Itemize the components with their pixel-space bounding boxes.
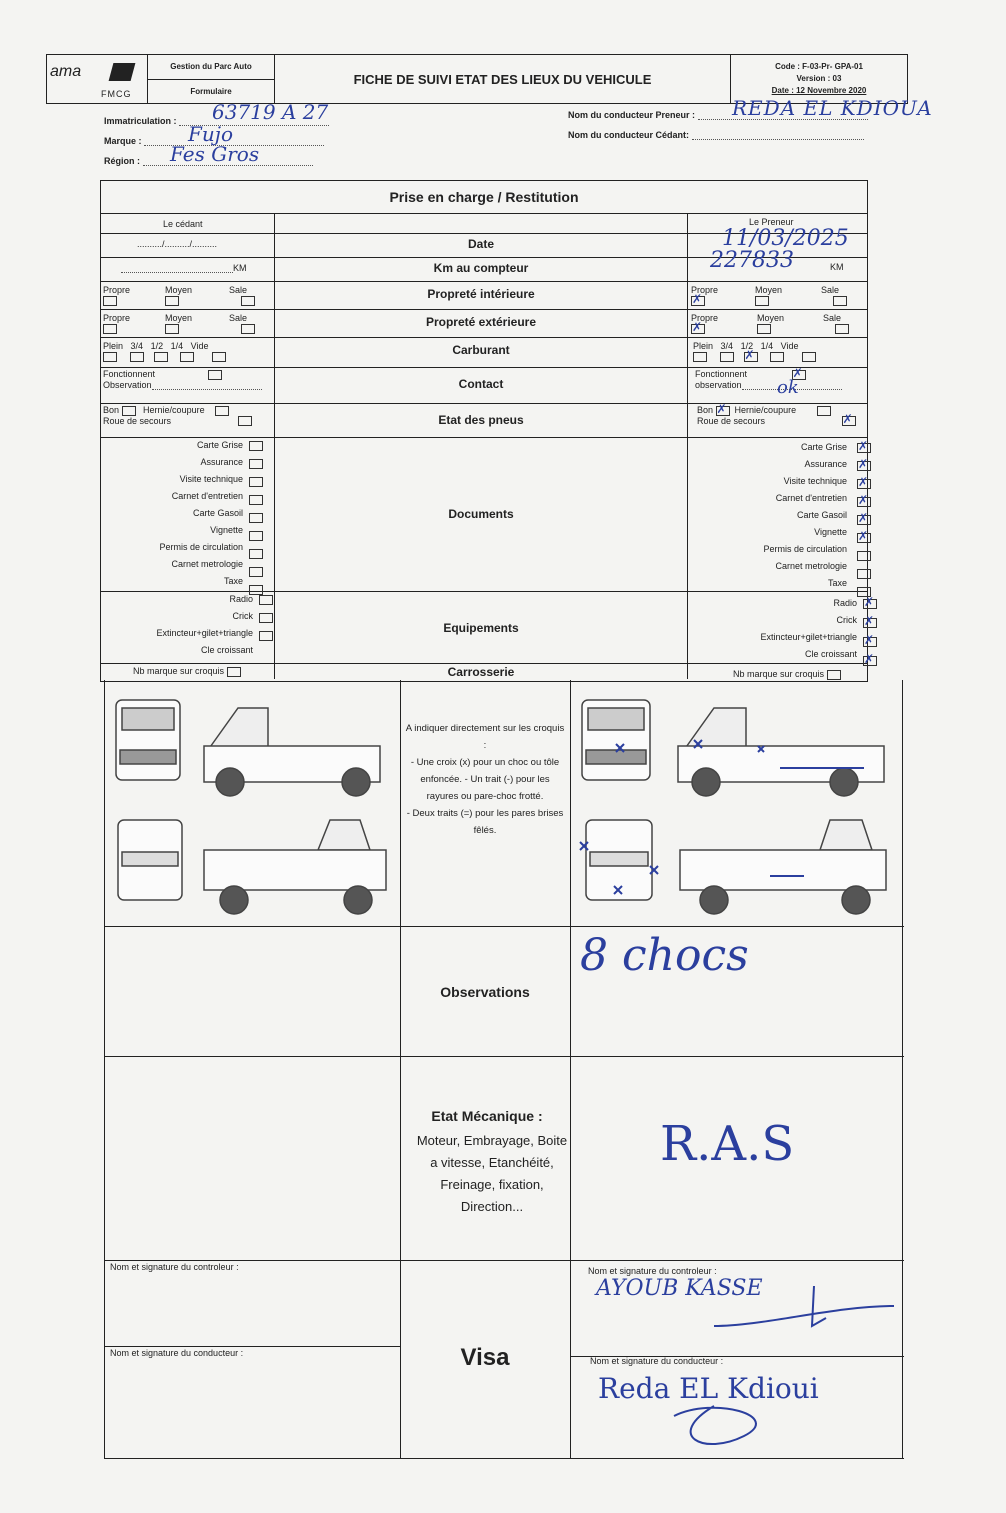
cedant-docs-checks[interactable]: [249, 441, 263, 603]
logo-mark: [109, 63, 136, 81]
cedant-propre-ext[interactable]: Propre: [103, 313, 130, 334]
region-value: Fes Gros: [170, 142, 260, 166]
cedant-field: [568, 130, 864, 140]
cedant-label: Nom du conducteur Cédant:: [568, 130, 689, 140]
preneur-km-value: 227833: [710, 248, 794, 273]
preneur-moyen-int[interactable]: Moyen: [755, 285, 782, 306]
preneur-fuel[interactable]: Plein 3/4 1/2 1/4 Vide ✗: [693, 341, 816, 362]
version-line: Version : 03: [796, 74, 842, 83]
preneur-moyen-ext[interactable]: Moyen: [757, 313, 784, 334]
cedant-km[interactable]: KM: [121, 263, 247, 273]
marque-label: Marque :: [104, 136, 142, 146]
van-sketches-cedant: [108, 690, 396, 922]
sketch-instructions: A indiquer directement sur les croquis : - Une croix (x) pour un choc ou tôle enfoncée. - Un trait (-) pour les rayures ou pare-choc frotté. - Deux traits (=) pour les pares brises fêlés.: [405, 723, 565, 836]
company-logo: [47, 55, 148, 103]
cedant-sale-ext[interactable]: Sale: [229, 313, 255, 334]
row-contact: Contact: [458, 377, 504, 391]
cedant-header: Le cédant: [163, 219, 203, 229]
mecanique-title: Etat Mécanique :: [431, 1108, 543, 1124]
contact-note: ok: [777, 377, 799, 398]
header-dept: Gestion du Parc Auto: [148, 55, 274, 80]
region-label: Région :: [104, 156, 140, 166]
cedant-date[interactable]: ........../........../..........: [137, 239, 218, 249]
preneur-docs-checks[interactable]: [857, 443, 871, 605]
preneur-docs: Carte Grise Assurance Visite technique Carnet d'entretien Carte Gasoil Vignette Permis de circulation Carnet metrologie Taxe: [763, 442, 847, 588]
van-sketches-preneur: [574, 690, 900, 922]
controleur-label-left: Nom et signature du controleur :: [110, 1262, 239, 1272]
form-title: FICHE DE SUIVI ETAT DES LIEUX DU VEHICULE: [275, 55, 731, 103]
immat-label: Immatriculation :: [104, 116, 177, 126]
preneur-propre-ext[interactable]: Propre ✗: [691, 313, 718, 334]
preneur-value: REDA EL KDIOUA: [732, 96, 933, 120]
cedant-moyen-ext[interactable]: Moyen: [165, 313, 192, 334]
controleur-name: AYOUB KASSE: [596, 1276, 763, 1301]
lower-section: [104, 680, 904, 1460]
preneur-contact[interactable]: Fonctionnent ✗ observation: [695, 369, 842, 390]
cedant-equip-checks[interactable]: [259, 595, 273, 649]
row-prop-int: Propreté intérieure: [427, 287, 535, 301]
signatures: [564, 1266, 904, 1458]
row-prop-ext: Propreté extérieure: [425, 315, 537, 329]
cedant-moyen-int[interactable]: Moyen: [165, 285, 192, 306]
preneur-header: Le Preneur: [749, 217, 794, 227]
cedant-pneus[interactable]: Bon Hernie/coupure Roue de secours: [103, 405, 252, 426]
preneur-propre-int[interactable]: Propre ✗: [691, 285, 718, 306]
observations-label: Observations: [440, 984, 530, 1000]
table-title: Prise en charge / Restitution: [101, 181, 867, 214]
preneur-date-value: 11/03/2025: [722, 226, 849, 251]
logo-sub: FMCG: [101, 89, 132, 99]
row-equipements: Equipements: [443, 621, 519, 635]
preneur-km-unit: KM: [830, 262, 844, 272]
cedant-propre-int[interactable]: Propre: [103, 285, 130, 306]
logo-text: ama: [50, 63, 82, 80]
preneur-pneus[interactable]: Bon ✗ Hernie/coupure Roue de secours ✗: [697, 405, 856, 426]
mecanique-body: Moteur, Embrayage, Boite a vitesse, Etanchéité, Freinage, fixation, Direction...: [416, 1133, 568, 1214]
header-type: Formulaire: [190, 86, 232, 96]
cedant-docs: Carte Grise Assurance Visite technique Carnet d'entretien Carte Gasoil Vignette Permis de circulation Carnet metrologie Taxe: [159, 440, 243, 586]
preneur-sale-int[interactable]: Sale: [821, 285, 847, 306]
preneur-nb-marque[interactable]: Nb marque sur croquis: [733, 669, 841, 680]
conducteur-name: Reda EL Kdioui: [598, 1372, 819, 1405]
row-km: Km au compteur: [433, 261, 529, 275]
code-line: Code : F-03-Pr- GPA-01: [775, 62, 863, 71]
row-date: Date: [467, 237, 494, 251]
cedant-fuel[interactable]: Plein 3/4 1/2 1/4 Vide: [103, 341, 226, 362]
header-sub: [148, 55, 275, 103]
immat-value: 63719 A 27: [212, 100, 329, 124]
row-documents: Documents: [448, 507, 514, 521]
date-line: Date : 12 Novembre 2020: [771, 86, 867, 95]
mecanique-note: R.A.S: [660, 1116, 795, 1172]
conducteur-label-left: Nom et signature du conducteur :: [110, 1348, 244, 1358]
conducteur-label-right: Nom et signature du conducteur :: [590, 1356, 724, 1366]
cedant-contact[interactable]: Fonctionnent Observation: [103, 369, 262, 390]
row-pneus: Etat des pneus: [438, 413, 524, 427]
observations-note: 8 chocs: [580, 930, 749, 981]
marque-value: Fujo: [188, 122, 233, 146]
row-carrosserie: Carrosserie: [447, 665, 515, 679]
preneur-equip-checks[interactable]: [863, 599, 877, 674]
cedant-sale-int[interactable]: Sale: [229, 285, 255, 306]
preneur-sale-ext[interactable]: Sale: [823, 313, 849, 334]
preneur-equip: Radio Crick Extincteur+gilet+triangle Cle croissant: [760, 598, 857, 659]
cedant-nb-marque[interactable]: Nb marque sur croquis: [133, 666, 241, 677]
preneur-label: Nom du conducteur Preneur :: [568, 110, 696, 120]
row-carburant: Carburant: [452, 343, 510, 357]
cedant-equip: Radio Crick Extincteur+gilet+triangle Cle croissant: [156, 594, 253, 655]
visa-label: Visa: [460, 1344, 510, 1371]
controleur-label-right: Nom et signature du controleur :: [588, 1266, 717, 1276]
